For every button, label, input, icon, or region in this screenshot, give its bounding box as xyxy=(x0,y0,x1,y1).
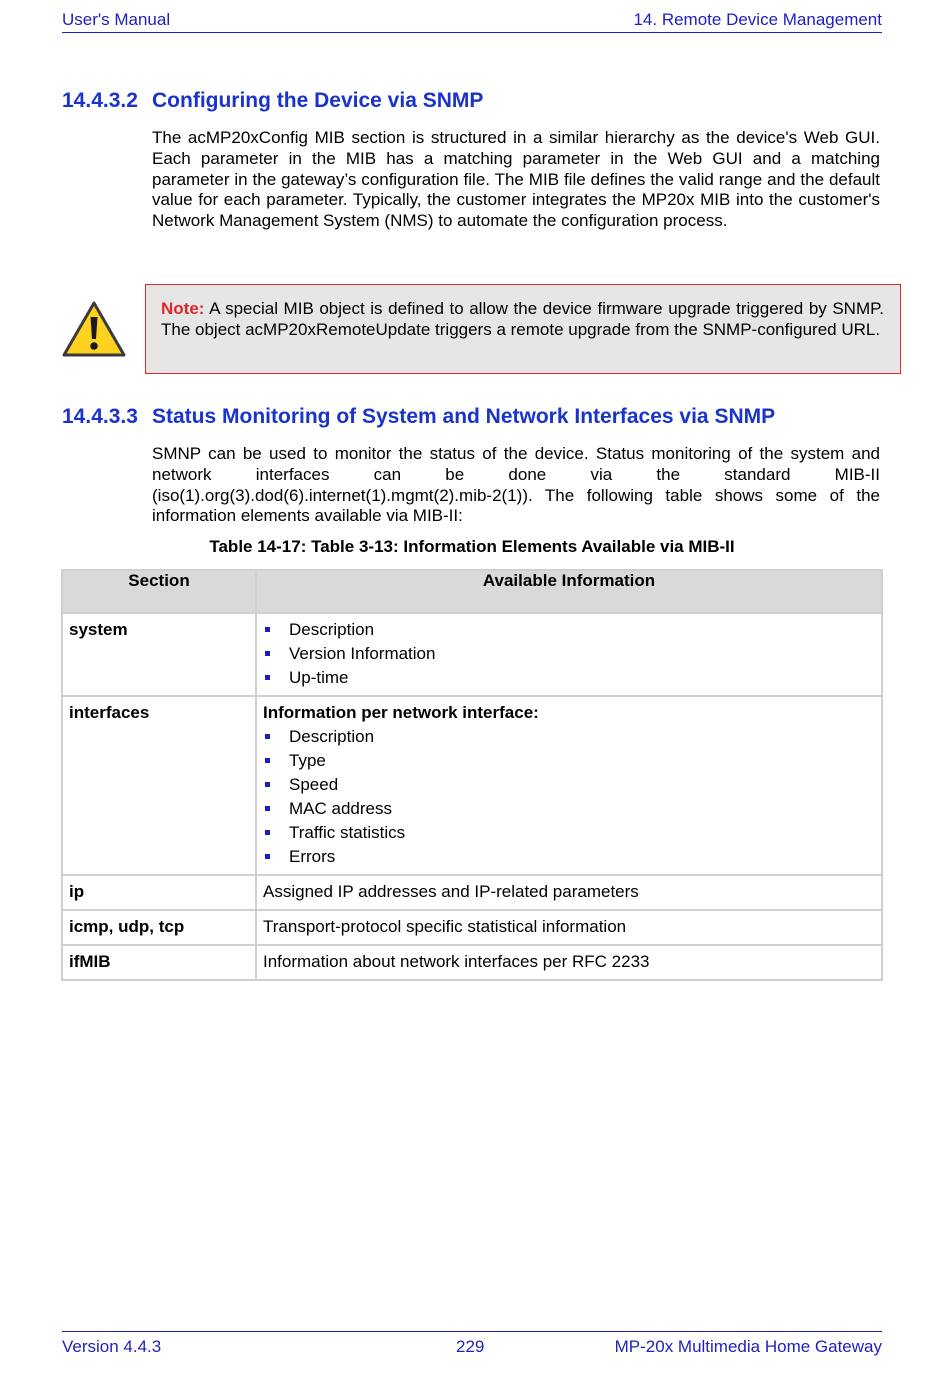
note-text: A special MIB object is defined to allow the device firmware upgrade triggered by SNMP. The object acMP20xRemoteUpdate triggers a remote upgrade from the SNMP-configured URL. xyxy=(161,299,884,339)
section-heading-status-monitoring xyxy=(62,405,775,429)
table-row xyxy=(62,696,882,875)
note-box xyxy=(145,284,901,374)
list-item: Up-time xyxy=(263,666,875,690)
info-cell xyxy=(256,613,882,696)
column-header-section: Section xyxy=(62,570,256,613)
list-item: Errors xyxy=(263,845,875,869)
footer-version: Version 4.4.3 xyxy=(62,1337,162,1356)
column-header-available-information: Available Information xyxy=(256,570,882,613)
list-item: MAC address xyxy=(263,797,875,821)
table-row xyxy=(62,613,882,696)
section-cell: interfaces xyxy=(62,696,256,875)
section-cell: ip xyxy=(62,875,256,910)
section-cell: ifMIB xyxy=(62,945,256,980)
list-item: Speed xyxy=(263,773,875,797)
section-title: Status Monitoring of System and Network Interfaces via SNMP xyxy=(152,405,776,428)
info-cell: Assigned IP addresses and IP-related parameters xyxy=(256,875,882,910)
info-cell: Information about network interfaces per RFC 2233 xyxy=(256,945,882,980)
note-label: Note: xyxy=(161,299,205,318)
info-cell xyxy=(256,696,882,875)
header-manual-title: User's Manual xyxy=(62,10,171,29)
list-item: Description xyxy=(263,725,875,749)
footer-page-number: 229 xyxy=(456,1337,485,1356)
bullet-list xyxy=(263,725,875,869)
table-header-row xyxy=(62,570,882,613)
header-chapter-title: 14. Remote Device Management xyxy=(633,10,882,29)
section-title: Configuring the Device via SNMP xyxy=(152,89,484,112)
section-heading-configuring xyxy=(62,89,483,113)
mib-ii-table xyxy=(61,569,883,981)
section-cell: system xyxy=(62,613,256,696)
table-row xyxy=(62,875,882,910)
list-item: Traffic statistics xyxy=(263,821,875,845)
table-row xyxy=(62,945,882,980)
list-item: Type xyxy=(263,749,875,773)
section-body-status-monitoring: SMNP can be used to monitor the status of the device. Status monitoring of the system and network interfaces can be done via the standard MIB-II (iso(1).org(3).dod(6).internet(1).mgmt(2).mib-2(1)). The following table shows some of the information elements available via MIB-II: xyxy=(152,444,880,526)
list-item: Description xyxy=(263,618,875,642)
footer-product-name: MP-20x Multimedia Home Gateway xyxy=(614,1337,882,1356)
section-body-configuring: The acMP20xConfig MIB section is structured in a similar hierarchy as the device's Web GUI. Each parameter in the MIB has a matching parameter in the Web GUI and a matching parameter in the gateway’s configuration file. The MIB file defines the valid range and the default value for each parameter. Typically, the customer integrates the MP20x MIB into the customer's Network Management System (NMS) to automate the configuration process. xyxy=(152,128,880,231)
info-cell: Transport-protocol specific statistical information xyxy=(256,910,882,945)
bullet-list xyxy=(263,618,875,690)
table-row xyxy=(62,910,882,945)
section-number: 14.4.3.2 xyxy=(62,89,138,112)
list-item: Version Information xyxy=(263,642,875,666)
page-footer xyxy=(62,1331,882,1358)
table-caption: Table 14-17: Table 3-13: Information Elements Available via MIB-II xyxy=(209,537,735,556)
page-header xyxy=(62,8,882,33)
warning-icon xyxy=(62,300,126,358)
section-number: 14.4.3.3 xyxy=(62,405,138,428)
section-cell: icmp, udp, tcp xyxy=(62,910,256,945)
info-title: Information per network interface: xyxy=(263,703,539,722)
